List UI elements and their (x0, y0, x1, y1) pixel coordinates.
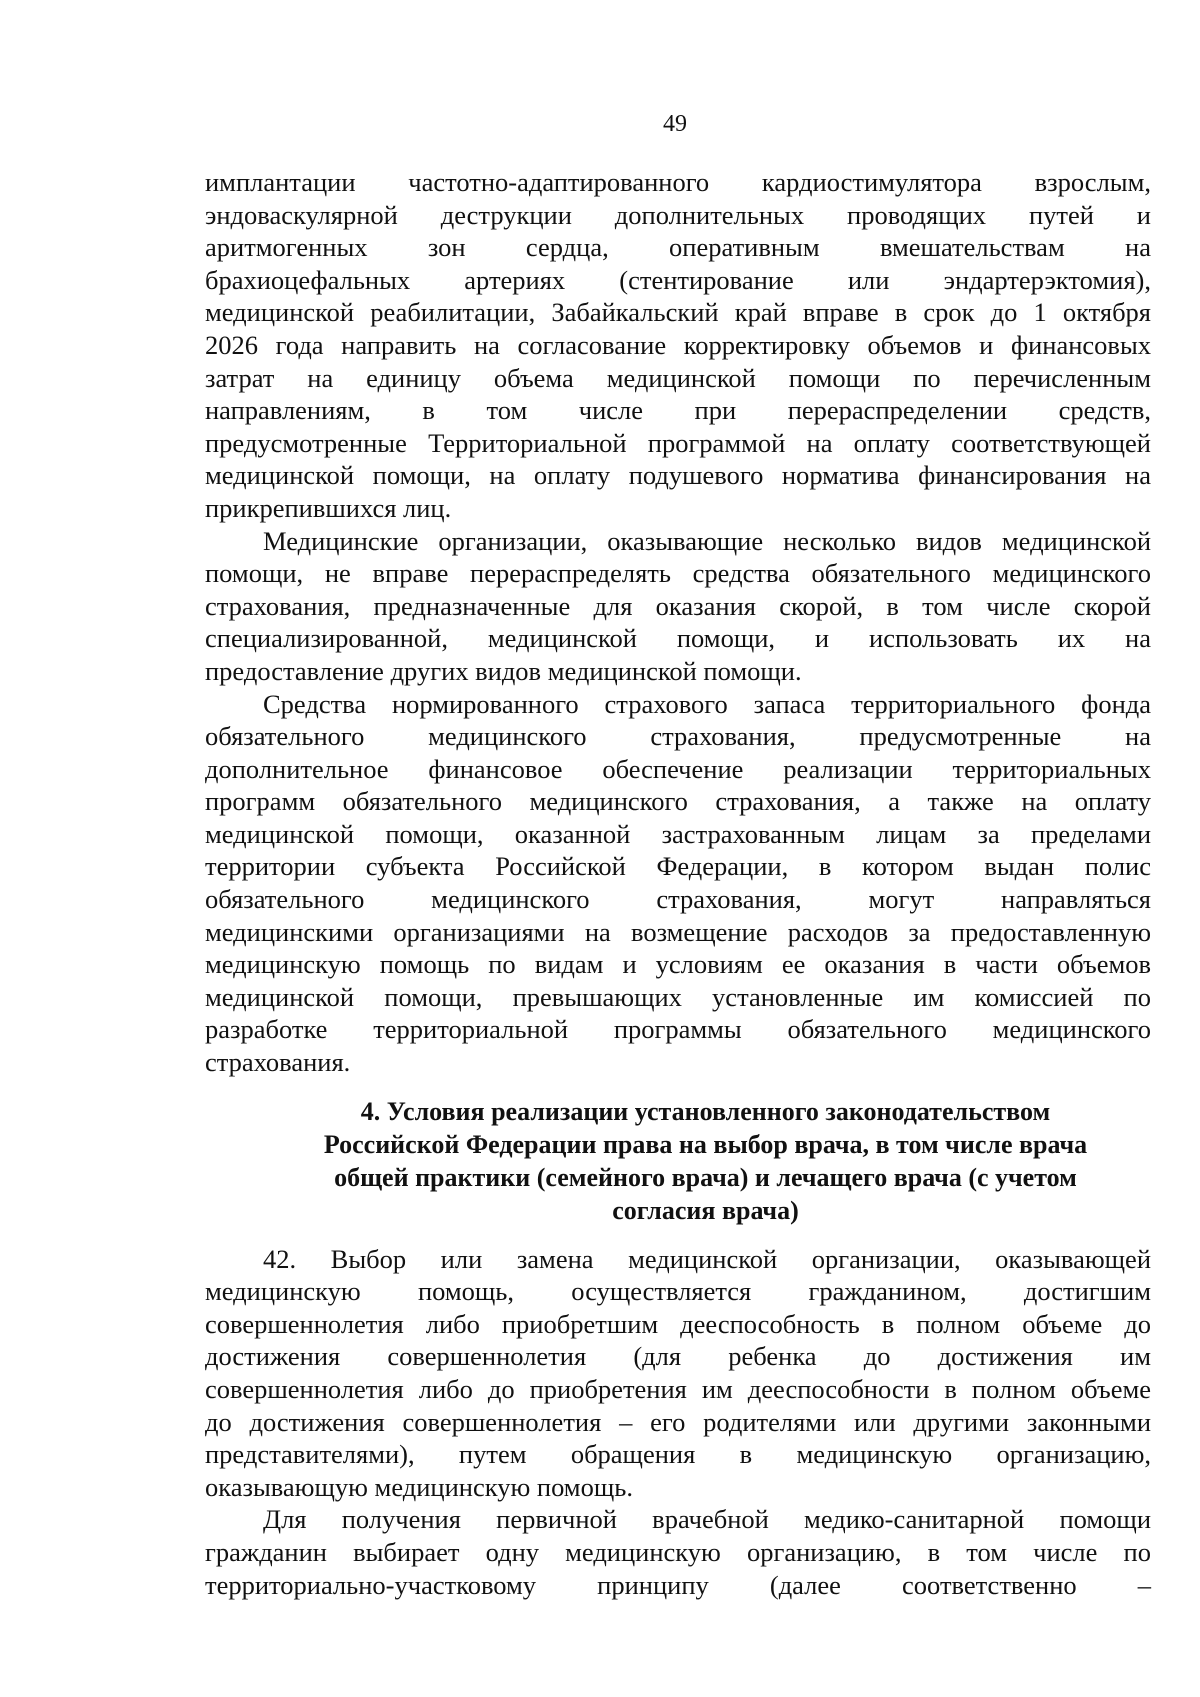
text-line: Средства нормированного страхового запаса территориального фонда (263, 688, 1151, 719)
text-line: медицинской помощи, превышающих установленные им комиссией по (205, 981, 1151, 1012)
text-line: направлениям, в том числе при перераспределении средств, (205, 395, 1151, 426)
text-line: до достижения совершеннолетия – его родителями или другими законными (205, 1406, 1151, 1437)
text-line: представителями), путем обращения в медицинскую организацию, (205, 1439, 1151, 1470)
text-line: аритмогенных зон сердца, оперативным вмешательствам на (205, 232, 1151, 263)
text-line: имплантации частотно-адаптированного кардиостимулятора взрослым, (205, 167, 1151, 197)
text-line: дополнительное финансовое обеспечение реализации территориальных (205, 753, 1151, 784)
text-line: брахиоцефальных артериях (стентирование или эндартерэктомия), (205, 264, 1151, 295)
paragraph-3 (205, 688, 1151, 1079)
text-line: медицинскими организациями на возмещение расходов за предоставленную (205, 916, 1151, 947)
text-line: страхования, предназначенные для оказания скорой, в том числе скорой (205, 590, 1151, 621)
text-line: медицинской помощи, оказанной застрахованным лицам за пределами (205, 818, 1151, 849)
heading-line: согласия врача) (612, 1195, 799, 1225)
text-line: страхования. (205, 1047, 351, 1078)
paragraph-2 (205, 525, 1151, 688)
text-line: Для получения первичной врачебной медико-санитарной помощи (263, 1504, 1151, 1535)
section-heading (205, 1095, 1151, 1227)
text-line: эндоваскулярной деструкции дополнительных проводящих путей и (205, 199, 1151, 230)
text-line: прикрепившихся лиц. (205, 492, 452, 523)
text-line: специализированной, медицинской помощи, и использовать их на (205, 623, 1151, 654)
text-line: медицинской помощи, на оплату подушевого норматива финансирования на (205, 460, 1151, 491)
text-line: обязательного медицинского страхования, предусмотренные на (205, 721, 1151, 752)
text-line: достижения совершеннолетия (для ребенка до достижения им (205, 1341, 1151, 1372)
heading-line: Российской Федерации права на выбор врача, в том числе врача (323, 1129, 1088, 1159)
heading-line: общей практики (семейного врача) и лечащего врача (с учетом (334, 1162, 1077, 1192)
heading-line: 4. Условия реализации установленного законодательством (360, 1096, 1051, 1126)
text-line: помощи, не вправе перераспределять средства обязательного медицинского (205, 558, 1151, 589)
paragraph-42 (205, 1243, 1151, 1504)
text-line: совершеннолетия либо приобретшим дееспособность в полном объеме до (205, 1308, 1151, 1339)
text-line: программ обязательного медицинского страхования, а также на оплату (205, 786, 1151, 817)
text-line: предоставление других видов медицинской помощи. (205, 655, 802, 686)
text-line: 42. Выбор или замена медицинской организации, оказывающей (263, 1243, 1151, 1274)
text-line: совершеннолетия либо до приобретения им дееспособности в полном объеме (205, 1374, 1151, 1404)
text-line: территории субъекта Российской Федерации, в котором выдан полис (205, 851, 1151, 882)
text-line: гражданин выбирает одну медицинскую организацию, в том числе по (205, 1536, 1151, 1567)
paragraph-1 (205, 166, 1151, 525)
text-line: затрат на единицу объема медицинской помощи по перечисленным (205, 362, 1151, 393)
paragraph-primary-care (205, 1503, 1151, 1601)
text-line: медицинскую помощь по видам и условиям ее оказания в части объемов (205, 949, 1151, 980)
document-body (205, 166, 1151, 1601)
text-line: территориально-участковому принципу (далее соответственно – (205, 1569, 1151, 1600)
text-line: разработке территориальной программы обязательного медицинского (205, 1014, 1151, 1045)
text-line: Медицинские организации, оказывающие несколько видов медицинской (263, 525, 1151, 556)
text-line: 2026 года направить на согласование корректировку объемов и финансовых (205, 329, 1151, 360)
text-line: оказывающую медицинскую помощь. (205, 1471, 633, 1502)
text-line: предусмотренные Территориальной программой на оплату соответствующей (205, 427, 1151, 458)
text-line: медицинской реабилитации, Забайкальский край вправе в срок до 1 октября (205, 297, 1151, 328)
text-line: обязательного медицинского страхования, могут направляться (205, 884, 1151, 915)
page-number: 49 (663, 111, 687, 137)
text-line: медицинскую помощь, осуществляется гражданином, достигшим (205, 1276, 1151, 1307)
